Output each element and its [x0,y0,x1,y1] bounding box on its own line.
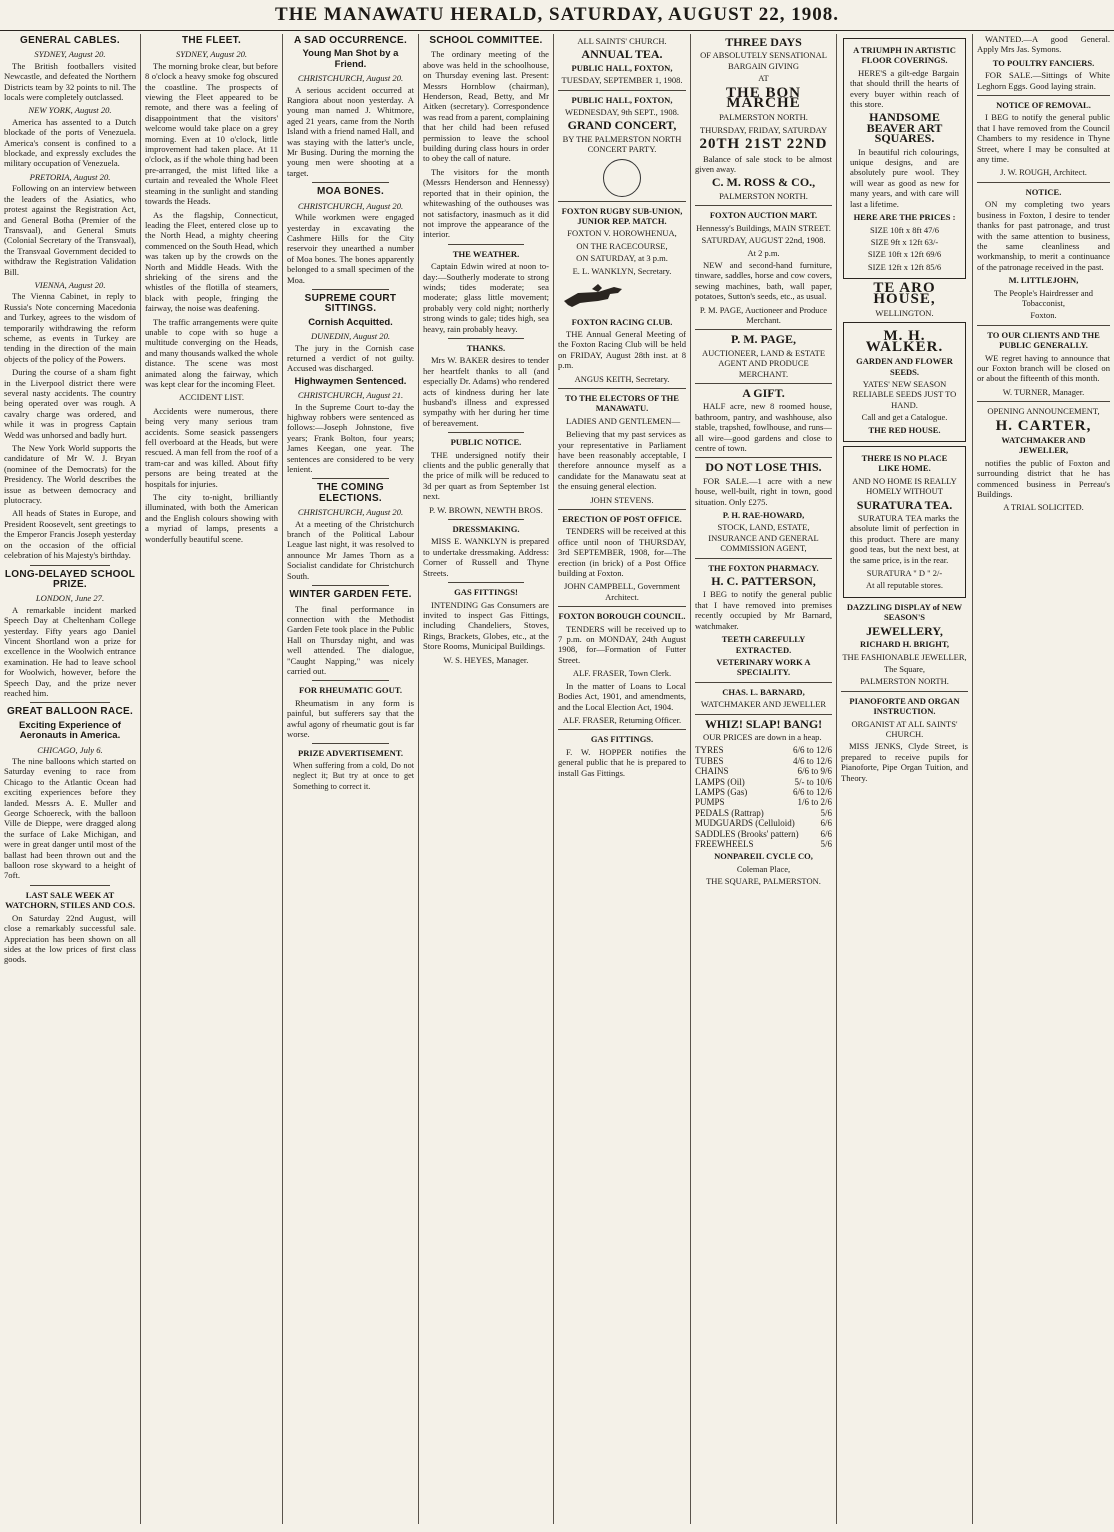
removal-title: NOTICE OF REMOVAL. [996,100,1091,111]
article-text: ON my completing two years business in Foxton, I desire to tender thanks for past patronage, and trust with the same attention to business, the same cleanliness and workmanship, to merit a continuance of the patronage received in the past. [977,199,1110,272]
dateline: CHRISTCHURCH, August 21. [297,390,404,401]
fete-title: WINTER GARDEN FETE. [289,589,412,601]
article-text: Accidents were numerous, there being very many serious tram accidents. Some seasick passengers fell overboard at the Heads, but were rescued. A man fell from the roof of a tram-car and was killed. About fifty persons are being treated at the hospitals for injuries. [145,405,278,489]
article-text: The city to-night, brilliantly illuminated, with both the American and the English colours showing with a myriad of lamps, presents a wonderfully beautiful scene. [145,492,278,544]
dateline: CHRISTCHURCH, August 20. [297,200,404,211]
mart-date: SATURDAY, AUGUST 22nd, 1908. [701,235,826,246]
article-text: At a meeting of the Christchurch branch of the Political Labour League last night, it was resolved to announce Mr James Thorn as a Socialist candidate for Christchurch South. [287,518,414,581]
ross-place: PALMERSTON NORTH. [719,190,808,201]
home-line2: AND NO HOME IS REALLY HOMELY WITHOUT [852,475,957,497]
catalogue: Call and get a Catalogue. [861,412,948,423]
price-item: CHAINS [695,766,729,777]
te-aro-house: TE ARO HOUSE, [873,280,936,307]
column-rule [418,34,419,1524]
highwaymen-subtitle: Highwaymen Sentenced. [294,375,407,387]
signature: W. S. HEYES, Manager. [443,654,529,665]
concert-by: BY THE PALMERSTON NORTH CONCERT PARTY. [562,133,682,155]
gas-fittings-title: GAS FITTINGS. [590,734,654,745]
barnard-sub: WATCHMAKER AND JEWELLER [700,699,827,710]
divider [312,289,388,290]
price-item: TYRES [695,745,724,756]
column-4 [423,34,549,1524]
article-text: In the matter of Loans to Local Bodies Act, 1901, and amendments, and the Local Election Act, 1904. [558,680,686,712]
divider [312,743,388,744]
article-text: MISS JENKS, Clyde Street, is prepared to receive pupils for Pianoforte, Pipe Organ Tuition, and Theory. [841,741,968,783]
divider [558,388,686,389]
column-7 [841,34,968,1524]
column-3 [287,34,414,1524]
article-text: Rheumatism in any form is painful, but sufferers say that the awful agony of rheumatic gout is far worse. [287,697,414,739]
reputable: At all reputable stores. [866,580,943,591]
article-text: Believing that my past services as your representative in Parliament have been reasonably acceptable, I therefore announce myself as a candidate for the Manawatu seat at the ensuing general election. [558,429,686,492]
rugby-match: FOXTON V. HOROWHENUA, [567,228,677,239]
column-rule [690,34,691,1524]
court-title: SUPREME COURT SITTINGS. [304,292,397,315]
balloon-subtitle: Exciting Experience of Aeronauts in America. [19,719,121,742]
page-title: P. M. PAGE, [731,332,796,347]
nonpareil-place: THE SQUARE, PALMERSTON. [706,876,821,887]
ross-name: C. M. ROSS & CO., [711,175,816,190]
tea-venue: PUBLIC HALL, FOXTON, [571,62,673,73]
article-text: The New York World supports the candidature of Mr W. J. Bryan (nominee of the Democrats) for the Presidency. The World describes the issue as between democracy and plutocracy. [4,443,136,506]
article-text: The morning broke clear, but before 8 o'clock a heavy smoke fog obscured the coastline. The prospects of viewing the Fleet appeared to be remote, and there was a feeling of disappointment that the visitors' welcome would take place on a grey morning. Even at 10 o'clock, little improvement had taken place. At 11 o'clock, as if the whole thing had been pre-arranged, the mist lifted like a curtain and revealed the Whole Fleet steaming in the sunlight and standing towards the Heads. [145,60,278,207]
weather-title: THE WEATHER. [452,248,520,259]
divider [448,519,524,520]
article-text: THE Annual General Meeting of the Foxton Racing Club will be held on FRIDAY, August 28th inst. at 8 p.m. [558,328,686,371]
fashionable: THE FASHIONABLE JEWELLER, [842,651,967,662]
piano-title: PIANOFORTE AND ORGAN INSTRUCTION. [849,695,960,717]
three-days: THREE DAYS [725,35,802,49]
walker-ad [843,322,966,442]
divider [558,606,686,607]
article-text: While workmen were engaged yesterday in excavating the Cashmere Hills for the City reservoir they unearthed a number of Moa bones. The bones apparently belonged to a small specimen of the Moa. [287,212,414,285]
walker-name: M. H. WALKER. [865,328,944,355]
article-text: All heads of States in Europe, and President Roosevelt, sent greetings to the Emperor Francis Joseph yesterday on the occasion of the official celebration of his Majesty's birthday. [4,508,136,561]
divider [312,585,388,586]
gout-title: FOR RHEUMATIC GOUT. [298,685,403,696]
article-text: TENDERS will be received up to 7 p.m. on MONDAY, 24th August 1908, for—Formation of Futter Street. [558,623,686,665]
masthead: THE MANAWATU HERALD, SATURDAY, AUGUST 22, 1908. [0,0,1114,31]
beaver-title: HANDSOME BEAVER ART SQUARES. [866,110,943,146]
price-item: TUBES [695,755,724,766]
article-text: The jury in the Cornish case returned a verdict of not guilty. Accused was discharged. [287,342,414,374]
divider [30,885,109,886]
price-list [695,745,832,849]
price-row [695,839,832,849]
article-text: The visitors for the month (Messrs Henderson and Hennessy) reported that in their opinion, the whitewashing of the outhouses was not satisfactory, inasmuch as it did not improve the appearance of the interior. [423,166,549,240]
grand-concert: GRAND CONCERT, [567,118,677,133]
bright-name: RICHARD H. BRIGHT, [859,639,950,650]
divider [448,582,524,583]
column-2 [145,34,278,1524]
price-item: LAMPS (Oil) [695,776,745,787]
divider [977,95,1110,96]
post-office-title: ERECTION OF POST OFFICE. [562,514,682,524]
nonpareil: NONPAREIL CYCLE CO, [714,851,813,862]
pharmacy-title: THE FOXTON PHARMACY. [708,562,819,573]
dateline: SYDNEY, August 20. [175,49,248,60]
red-house: THE RED HOUSE. [868,424,941,435]
column-8 [977,34,1110,1524]
carter-name: H. CARTER, [995,417,1092,434]
square: The Square, [883,663,926,674]
electors-greeting: LADIES AND GENTLEMEN— [566,415,681,426]
rae-name: P. H. RAE-HOWARD, [722,510,805,521]
signature: W. TURNER, Manager. [1002,386,1085,397]
organist: ORGANIST AT ALL SAINTS' CHURCH. [851,718,958,739]
dateline: CHRISTCHURCH, August 20. [297,507,404,518]
divider [30,565,109,566]
article-text: The British footballers visited Newcastle, and defeated the Northern Districts team by 32 points to nil. The locals were completely outclassed. [4,60,136,103]
littlejohn-sub: The People's Hairdresser and Tobacconist, [993,287,1093,308]
divider [977,325,1110,326]
dateline: VIENNA, August 20. [34,279,106,290]
divider [695,383,832,384]
prices-head: HERE ARE THE PRICES : [853,212,956,223]
occurrence-title: A SAD OCCURRENCE. [293,35,408,46]
signature: J. W. ROUGH, Architect. [1000,167,1087,178]
opening: OPENING ANNOUNCEMENT, [987,406,1100,417]
article-text: A remarkable incident marked Speech Day at Cheltenham College yesterday. Fifty years ago Daniel Vincent Shortland won a prize for excellence in the Woolwich entrance examination. He had to leave school for Woolwich, however, before the Speech Day, and the prize never reached him. [4,604,136,698]
triumph: A TRIUMPH IN ARTISTIC FLOOR COVERINGS. [853,45,956,66]
signature: E. L. WANKLYN, Secretary. [572,265,672,276]
prize-ad-title: PRIZE ADVERTISEMENT. [297,748,404,759]
column-rule [282,34,283,1524]
palmerston-north: PALMERSTON NORTH. [860,676,949,687]
fleet-title: THE FLEET. [181,35,242,46]
dazzling: DAZZLING DISPLAY of NEW SEASON'S [846,601,963,623]
signature: ALF. FRASER, Town Clerk. [572,668,672,679]
nonpareil-sub: Coleman Place, [736,863,791,874]
article-text: Mrs W. BAKER desires to tender her heartfelt thanks to all (and especially Dr. Adams) who rendered acts of kindness during her late husband's illness and expressed sympathy with her during her time of bereavement. [423,355,549,428]
bon-marche: THE BON MARCHE [726,84,801,112]
concert-date: WEDNESDAY, 9th SEPT., 1908. [565,107,679,118]
at-label: AT [758,73,769,84]
notice-title: NOTICE. [1025,186,1062,197]
divider [558,729,686,730]
divider [312,478,388,479]
price-value: 6/6 to 9/6 [797,766,832,777]
lose-title: DO NOT LOSE THIS. [705,460,822,475]
dateline: DUNEDIN, August 20. [310,331,391,342]
divider [30,702,109,703]
annual-tea: ANNUAL TEA. [581,47,663,62]
accident-label: ACCIDENT LIST. [178,392,245,403]
jewellery: JEWELLERY, [866,623,943,638]
vet: VETERINARY WORK A SPECIALITY. [716,656,811,678]
price-row [695,787,832,797]
racing-title: FOXTON RACING CLUB. [571,316,673,327]
article-text: America has assented to a Dutch blockade of the ports of Venezuela. America's consent is confined to a blockade, and expressly excludes the military occupation of Venezuela. [4,116,136,169]
gas-title: GAS FITTINGS! [454,587,518,598]
signature: JOHN STEVENS. [590,494,654,505]
divider [977,182,1110,183]
mart-sub: Hennessy's Buildings, MAIN STREET. [696,222,831,233]
occurrence-subtitle: Young Man Shot by a Friend. [302,48,399,70]
article-text: NEW and second-hand furniture, tinware, saddles, horse and cow covers, sewing machines, bath, wall paper, potatoes, Sutton's seeds, etc., as usual. [695,259,832,302]
divider [695,329,832,330]
divider [312,680,388,681]
divider [448,432,524,433]
column-6 [695,34,832,1524]
divider [695,205,832,206]
concert-venue: PUBLIC HALL, FOXTON, [571,94,673,105]
electors-title: TO THE ELECTORS OF THE MANAWATU. [565,392,679,414]
article-text: The traffic arrangements were quite unable to cope with so huge a multitude converging on the Heads, and many thousands walked the whole distance. The scene was most animated along the fairway, which was kept clear for the incoming Fleet. [145,316,278,389]
article-text: FOR SALE.—1 acre with a new house, well-built, right in town, good situation. Only £275. [695,475,832,507]
column-rule [553,34,554,1524]
sale-title: LAST SALE WEEK AT WATCHORN, STILES AND CO.S. [5,889,135,911]
days-line: THURSDAY, FRIDAY, SATURDAY [699,124,828,135]
te-aro-ad [843,38,966,279]
seeds-title: GARDEN AND FLOWER SEEDS. [856,356,953,377]
mart-time: At 2 p.m. [747,247,780,258]
price-value: 5/6 [820,807,832,818]
size-line: SIZE 10ft x 12ft 69/6 [867,249,942,260]
article-text: In beautiful rich colourings, unique designs, and are absolutely pure wool. They will wear as good as new for many years, and with care will last a lifetime. [850,146,959,209]
article-text: THE undersigned notify their clients and the public generally that the price of milk will be reduced to 3d per quart as from September 1st next. [423,449,549,502]
elections-title: THE COMING ELECTIONS. [317,482,384,504]
church-name: ALL SAINTS' CHURCH. [577,36,667,46]
dressmaking-title: DRESSMAKING. [452,524,520,535]
column-1 [4,34,136,1524]
divider [312,182,388,183]
signature: JOHN CAMPBELL, Government Architect. [564,581,680,602]
foxton: Foxton. [1030,310,1057,321]
price-value: 1/6 to 2/6 [797,797,832,808]
dateline: CHICAGO, July 6. [37,744,103,755]
article-text: MISS E. WANKLYN is prepared to undertake dressmaking. Address: Corner of Russell and Thyne Streets. [423,536,549,578]
article-text: A serious accident occurred at Rangiora about noon yesterday. A young man named J. Whitmore, aged 21 years, came from the North Island with a friend named Hall, and was staying with the latter's uncle, Mr Busing. During the morning the young men were shooting at a target. [287,84,414,178]
article-text: F. W. HOPPER notifies the general public that he is prepared to install Gas Fittings. [558,746,686,778]
price-row [695,766,832,776]
price-item: FREEWHEELS [695,839,754,849]
clients-title: TO OUR CLIENTS AND THE PUBLIC GENERALLY. [987,329,1100,351]
page-sub: AUCTIONEER, LAND & ESTATE AGENT AND PRODUCE MERCHANT. [701,347,826,379]
price-value: 6/6 to 12/6 [792,786,832,797]
sale-dates: 20TH 21ST 22ND [699,136,828,153]
article-text: TENDERS will be received at this office until noon of THURSDAY, 3rd SEPTEMBER, 1908, for—The erection (in brick) of a Post Office building at Foxton. [558,526,686,579]
article-text: Balance of sale stock to be almost given away. [695,153,832,175]
article-text: On Saturday 22nd August, will close a remarkably successful sale. Appreciation has been shown on all sides at the low prices of first class goods. [4,912,136,965]
column-rule [836,34,837,1524]
signature: ALF. FRASER, Returning Officer. [562,714,682,725]
palmerston: PALMERSTON NORTH. [719,112,808,123]
price-row [695,745,832,755]
article-text: FOR SALE.—Sittings of White Leghorn Eggs. Good laying strain. [977,70,1110,91]
price-value: 5/- to 10/6 [794,776,832,787]
divider [695,457,832,458]
article-text: I BEG to notify the general public that I have removed into premises recently occupied by Mr Barnard, watchmaker. [695,589,832,631]
article-text: HERE'S a gilt-edge Bargain that should thrill the hearts of every buyer within reach of this store. [850,67,959,110]
price-row [695,797,832,807]
barnard-name: CHAS. L. BARNARD, [722,686,805,697]
moa-title: MOA BONES. [316,186,385,198]
article-text: The final performance in connection with the Methodist Garden Fete took place in the Public Hall on Thursday night, and was well attended. The dialogue, "Caught Napping," was nicely carried out. [287,603,414,676]
thanks-title: THANKS. [466,342,506,353]
wellington: WELLINGTON. [875,307,934,318]
balloon-title: GREAT BALLOON RACE. [6,706,134,718]
dateline: CHRISTCHURCH, August 20. [297,73,404,84]
divider [558,201,686,202]
article-text: OUR PRICES are down in a heap. [703,731,822,742]
rugby-date: ON SATURDAY, at 3 p.m. [576,253,668,264]
article-text: WE regret having to announce that our Foxton branch will be closed on or about the fifteenth of this month. [977,352,1110,384]
littlejohn: M. LITTLEJOHN, [1008,275,1079,286]
public-notice-title: PUBLIC NOTICE. [450,437,522,448]
column-rule [140,34,141,1524]
divider [841,691,968,692]
racehorse-icon [558,281,634,309]
article-text: Captain Edwin wired at noon to-day:—Southerly moderate to strong winds; tides moderate; sea moderate; glass little movement; probably very cold night; northerly strong winds to gale; tides high, sea heavy, rain probably heavy. [423,261,549,334]
divider [448,244,524,245]
divider [448,338,524,339]
article-text: In the Supreme Court to-day the highway robbers were sentenced as follows:—Joseph Johnstone, five years; Frank Bolton, four years; James Keegan, one year. The sentences are considered to be very lenient. [287,401,414,475]
price-row [695,756,832,766]
size-line: SIZE 9ft x 12ft 63/- [870,236,939,247]
price-item: PEDALS (Rattrap) [695,807,764,818]
price-value: 4/6 to 12/6 [792,755,832,766]
teeth: TEETH CAREFULLY EXTRACTED. [721,634,806,655]
dateline: SYDNEY, August 20. [34,49,106,60]
home-line: THERE IS NO PLACE LIKE HOME. [861,453,948,474]
article-text: The ordinary meeting of the above was held in the schoolhouse, on Thursday evening last. Present: Messrs Hornblow (chairman), Henderson, Read, Betty, and Mr Aitken (secretary). Correspondence was read from a parent, complaining that her child had been refused permission to leave the school building during class hours in order to obey the call of nature. [423,49,549,164]
signature: P. M. PAGE, Auctioneer and Produce Merchant. [699,304,828,325]
signature: P. W. BROWN, NEWTH BROS. [429,504,543,515]
rugby-venue: ON THE RACECOURSE, [576,240,668,251]
dateline: PRETORIA, August 20. [29,171,111,182]
divider [977,401,1110,402]
column-5 [558,34,686,1524]
seeds-sub: YATES' NEW SEASON RELIABLE SEEDS JUST TO HAND. [852,378,957,410]
price-item: LAMPS (Gas) [695,786,748,797]
article-text: Following on an interview between the leaders of the Asiatics, who protest against the Registration Act, and General Botha (Premier of the Transvaal), and General Smuts (Colonial Secretary of the Transvaal), the Transvaal Government decided to withdraw the Registration Validation Bill. [4,183,136,277]
article-text: SURATURA TEA marks the absolute limit of perfection in this product. There are many good teas, but the next best, at the same price, is in the rear. [850,513,959,565]
article-text: WANTED.—A good General. Apply Mrs Jas. Symons. [977,34,1110,55]
court-subtitle: Cornish Acquitted. [308,316,393,328]
article-text: The nine balloons which started on Saturday evening to race from Chicago to the Atlantic Ocean had exciting experiences before they landed. Messrs A. E. Muller and George Schoereck, with the balloon Ville de Dieppe, were dragged along the surface of Lake Michigan, and were in great danger until most of the ballast had been thrown out and the balloon rose skyward to a height of 7oft. [4,756,136,881]
article-text: As the flagship, Connecticut, leading the Fleet, entered close up to the North Head, a mighty cheering commenced on the South Head, which was taken up by the crowds on the North and Middle Heads. With the shrieking of the sirens and the whistles of the flotilla of steamers, black with people, fringing the fairway, the noise was deafening. [145,209,278,314]
article-text: The Vienna Cabinet, in reply to Russia's Note concerning Macedonia and Turkey, agrees to the wisdom of temporarily withdrawing the reform scheme, as events in Turkey are tending in the direction of the main objects of the policy of the Powers. [4,291,136,364]
column-rule [972,34,973,1524]
suratura-ad [843,446,966,598]
article-text: I BEG to notify the general public that I have removed from the Council Chambers to my residence in Thyne Street, where I may be consulted at any time. [977,112,1110,165]
carter-sub: WATCHMAKER AND JEWELLER, [1001,435,1086,456]
divider [695,714,832,715]
price-value: 6/6 [820,818,832,829]
size-line: SIZE 10ft x 8ft 47/6 [870,224,939,235]
price-item: SADDLES (Brooks' pattern) [695,828,799,839]
price-value: 6/6 to 12/6 [792,745,832,756]
divider [695,682,832,683]
dateline: LONDON, June 27. [35,593,105,604]
verse-text: When suffering from a cold, Do not neglect it; But try at once to get Something to correct it. [293,760,414,791]
price-row [695,829,832,839]
dateline: NEW YORK, August 20. [28,105,112,116]
rugby-title: FOXTON RUGBY SUB-UNION, JUNIOR REP. MATCH. [561,205,683,227]
divider [695,558,832,559]
school-committee-title: SCHOOL COMMITTEE. [429,35,543,46]
rae-sub: STOCK, LAND, ESTATE, INSURANCE AND GENERAL COMMISSION AGENT, [708,522,819,554]
price-row [695,777,832,787]
poultry-title: TO POULTRY FANCIERS. [992,57,1095,68]
price-value: 5/6 [820,839,832,849]
sensational: OF ABSOLUTELY SENSATIONAL BARGAIN GIVING [700,50,827,71]
mart-title: FOXTON AUCTION MART. [709,210,818,221]
price-item: MUDGUARDS (Celluloid) [695,818,795,829]
price-row [695,808,832,818]
trial: A TRIAL SOLICITED. [1003,502,1084,513]
article-text: INTENDING Gas Consumers are invited to inspect Gas Fittings, including Chandeliers, Stoves, Rings, Brackets, Globes, etc., at the Store Rooms, Municipal Buildings. [423,599,549,652]
article-text: During the course of a sham fight in the Liverpool district there were several nasty accidents. The country being operated over was rough. A cavalry charge was ordered, and while it was in progress Captain Wedd was unhorsed and badly hurt. [4,367,136,440]
size-line: SIZE 12ft x 12ft 85/6 [867,261,942,272]
divider [558,90,686,91]
price-value: 6/6 [820,828,832,839]
whiz-title: WHIZ! SLAP! BANG! [704,716,823,731]
suratura-title: SURATURA TEA. [856,497,953,512]
tea-date: TUESDAY, SEPTEMBER 1, 1908. [561,75,683,86]
price-item: PUMPS [695,797,725,808]
patterson-name: H. C. PATTERSON, [711,574,816,589]
signature: ANGUS KEITH, Secretary. [574,373,670,384]
price-row [695,818,832,828]
council-title: FOXTON BOROUGH COUNCIL. [558,611,686,622]
article-text: HALF acre, new 8 roomed house, bathroom, pantry, and washhouse, also stable, trapshed, fowlhouse, and runs—all wire—good gardens and close to centre of town. [695,401,832,453]
prize-title: LONG-DELAYED SCHOOL PRIZE. [4,568,136,590]
article-text: notifies the public of Foxton and surrounding district that he has commenced business in Perreau's Buildings. [977,457,1110,500]
gift-title: A GIFT. [742,385,785,400]
rugby-emblem-icon [603,159,641,197]
suratura-price: SURATURA " D " 2/- [866,568,943,579]
cables-title: GENERAL CABLES. [20,35,120,46]
divider [558,509,686,510]
